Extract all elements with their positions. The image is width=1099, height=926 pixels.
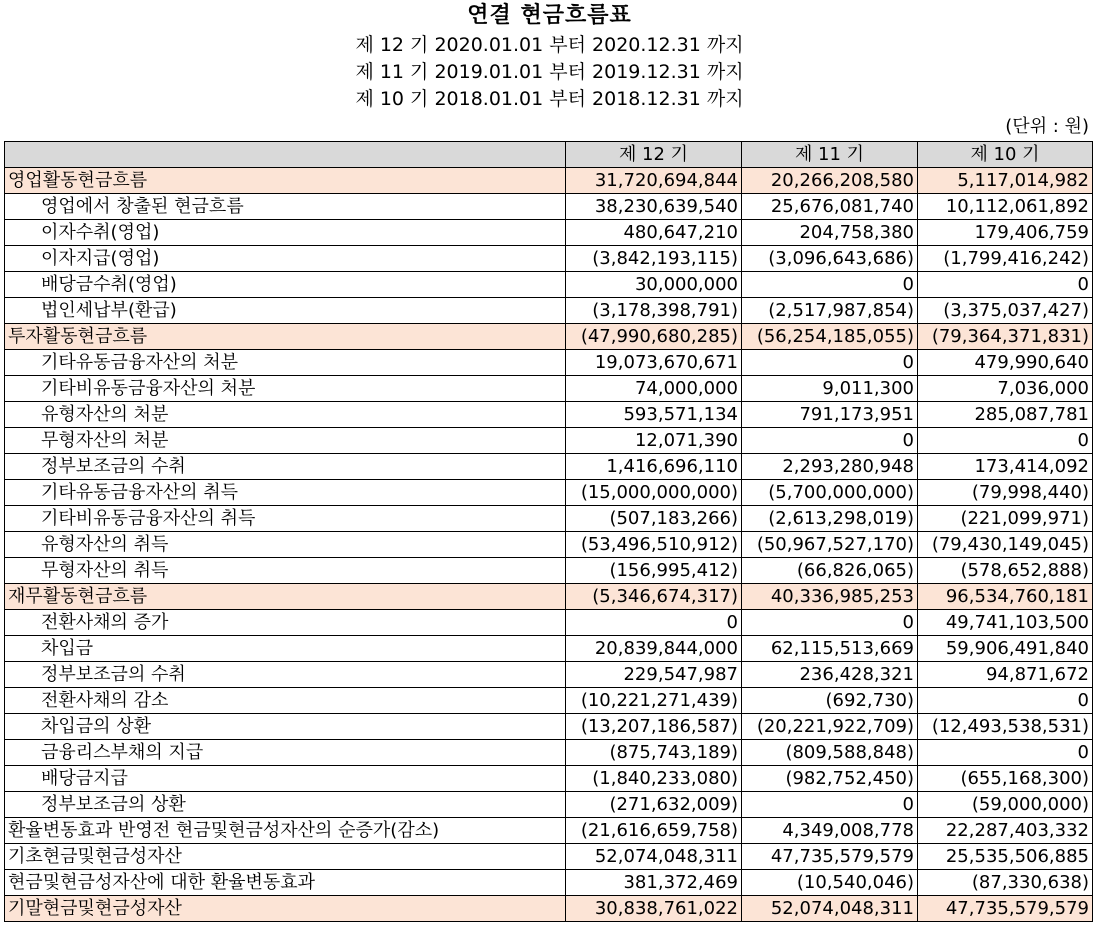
row-label: 현금및현금성자산에 대한 환율변동효과 (5, 870, 566, 896)
row-value-period-12: (271,632,009) (566, 792, 742, 818)
row-value-period-11: (3,096,643,686) (742, 246, 918, 272)
row-label: 무형자산의 처분 (5, 428, 566, 454)
row-value-period-11: 52,074,048,311 (742, 896, 918, 922)
row-label: 정부보조금의 수취 (5, 662, 566, 688)
table-row (5, 532, 1093, 558)
row-label: 기말현금및현금성자산 (5, 896, 566, 922)
row-value-period-10: 94,871,672 (918, 662, 1093, 688)
row-value-period-11: (2,517,987,854) (742, 298, 918, 324)
row-value-period-12: 19,073,670,671 (566, 350, 742, 376)
row-value-period-12: 20,839,844,000 (566, 636, 742, 662)
header-period-10: 제 10 기 (918, 142, 1093, 168)
row-value-period-10: 0 (918, 740, 1093, 766)
row-value-period-10: (79,998,440) (918, 480, 1093, 506)
row-value-period-10: 7,036,000 (918, 376, 1093, 402)
row-value-period-10: 479,990,640 (918, 350, 1093, 376)
row-value-period-10: 0 (918, 272, 1093, 298)
row-value-period-10: 49,741,103,500 (918, 610, 1093, 636)
table-row (5, 714, 1093, 740)
row-value-period-12: (21,616,659,758) (566, 818, 742, 844)
period-line-11: 제 11 기 2019.01.01 부터 2019.12.31 까지 (355, 61, 744, 83)
table-row (5, 818, 1093, 844)
row-value-period-10: 179,406,759 (918, 220, 1093, 246)
row-value-period-12: (1,840,233,080) (566, 766, 742, 792)
row-label: 기타비유동금융자산의 취득 (5, 506, 566, 532)
row-label: 전환사채의 감소 (5, 688, 566, 714)
row-value-period-11: (5,700,000,000) (742, 480, 918, 506)
table-row (5, 324, 1093, 350)
row-value-period-12: (3,842,193,115) (566, 246, 742, 272)
row-value-period-12: 74,000,000 (566, 376, 742, 402)
row-value-period-12: 12,071,390 (566, 428, 742, 454)
row-label: 차입금 (5, 636, 566, 662)
row-value-period-11: 0 (742, 272, 918, 298)
row-value-period-10: 47,735,579,579 (918, 896, 1093, 922)
table-row (5, 350, 1093, 376)
period-line-10: 제 10 기 2018.01.01 부터 2018.12.31 까지 (355, 88, 744, 110)
row-label: 이자수취(영업) (5, 220, 566, 246)
row-value-period-11: 0 (742, 792, 918, 818)
table-row (5, 636, 1093, 662)
table-row (5, 662, 1093, 688)
table-row (5, 844, 1093, 870)
row-value-period-12: 30,000,000 (566, 272, 742, 298)
row-label: 영업활동현금흐름 (5, 168, 566, 194)
row-label: 정부보조금의 수취 (5, 454, 566, 480)
row-value-period-10: 0 (918, 688, 1093, 714)
row-value-period-11: 9,011,300 (742, 376, 918, 402)
row-value-period-12: (507,183,266) (566, 506, 742, 532)
row-label: 재무활동현금흐름 (5, 584, 566, 610)
row-value-period-11: 0 (742, 610, 918, 636)
row-value-period-11: 236,428,321 (742, 662, 918, 688)
row-label: 영업에서 창출된 현금흐름 (5, 194, 566, 220)
row-label: 기타유동금융자산의 취득 (5, 480, 566, 506)
cash-flow-table (4, 141, 1093, 922)
period-line-12: 제 12 기 2020.01.01 부터 2020.12.31 까지 (355, 34, 744, 56)
row-value-period-10: (79,430,149,045) (918, 532, 1093, 558)
table-body (5, 168, 1093, 922)
row-label: 금융리스부채의 지급 (5, 740, 566, 766)
table-row (5, 428, 1093, 454)
row-value-period-12: (156,995,412) (566, 558, 742, 584)
table-row (5, 792, 1093, 818)
row-value-period-12: 0 (566, 610, 742, 636)
row-label: 배당금지급 (5, 766, 566, 792)
row-value-period-11: (692,730) (742, 688, 918, 714)
row-label: 기초현금및현금성자산 (5, 844, 566, 870)
row-value-period-11: 0 (742, 428, 918, 454)
row-value-period-10: (1,799,416,242) (918, 246, 1093, 272)
row-label: 이자지급(영업) (5, 246, 566, 272)
row-label: 투자활동현금흐름 (5, 324, 566, 350)
row-value-period-12: 593,571,134 (566, 402, 742, 428)
row-value-period-11: 20,266,208,580 (742, 168, 918, 194)
row-value-period-11: 4,349,008,778 (742, 818, 918, 844)
row-label: 무형자산의 취득 (5, 558, 566, 584)
row-label: 법인세납부(환급) (5, 298, 566, 324)
table-row (5, 194, 1093, 220)
row-value-period-12: (13,207,186,587) (566, 714, 742, 740)
row-value-period-12: 52,074,048,311 (566, 844, 742, 870)
row-value-period-10: 59,906,491,840 (918, 636, 1093, 662)
row-value-period-12: 229,547,987 (566, 662, 742, 688)
table-row (5, 454, 1093, 480)
row-value-period-12: (10,221,271,439) (566, 688, 742, 714)
row-label: 정부보조금의 상환 (5, 792, 566, 818)
row-value-period-10: 0 (918, 428, 1093, 454)
row-value-period-12: (53,496,510,912) (566, 532, 742, 558)
row-value-period-10: (79,364,371,831) (918, 324, 1093, 350)
table-row (5, 584, 1093, 610)
row-value-period-11: 791,173,951 (742, 402, 918, 428)
row-value-period-10: (578,652,888) (918, 558, 1093, 584)
table-row (5, 246, 1093, 272)
table-row (5, 896, 1093, 922)
row-value-period-12: (3,178,398,791) (566, 298, 742, 324)
row-value-period-12: 38,230,639,540 (566, 194, 742, 220)
row-value-period-11: (809,588,848) (742, 740, 918, 766)
row-value-period-11: (2,613,298,019) (742, 506, 918, 532)
row-value-period-11: 62,115,513,669 (742, 636, 918, 662)
row-value-period-11: 0 (742, 350, 918, 376)
unit-label: (단위 : 원) (1005, 116, 1089, 137)
table-row (5, 376, 1093, 402)
row-value-period-10: (59,000,000) (918, 792, 1093, 818)
row-value-period-12: 480,647,210 (566, 220, 742, 246)
row-value-period-10: 10,112,061,892 (918, 194, 1093, 220)
table-row (5, 402, 1093, 428)
row-value-period-12: (875,743,189) (566, 740, 742, 766)
row-value-period-11: (20,221,922,709) (742, 714, 918, 740)
header-label-cell (5, 142, 566, 168)
table-row (5, 506, 1093, 532)
header-period-11: 제 11 기 (742, 142, 918, 168)
table-row (5, 558, 1093, 584)
row-value-period-11: (66,826,065) (742, 558, 918, 584)
row-label: 환율변동효과 반영전 현금및현금성자산의 순증가(감소) (5, 818, 566, 844)
row-value-period-10: 285,087,781 (918, 402, 1093, 428)
row-label: 기타비유동금융자산의 처분 (5, 376, 566, 402)
table-row (5, 168, 1093, 194)
row-value-period-11: 204,758,380 (742, 220, 918, 246)
table-row (5, 272, 1093, 298)
row-value-period-10: (3,375,037,427) (918, 298, 1093, 324)
table-row (5, 766, 1093, 792)
row-value-period-11: 25,676,081,740 (742, 194, 918, 220)
row-label: 기타유동금융자산의 처분 (5, 350, 566, 376)
row-value-period-11: (982,752,450) (742, 766, 918, 792)
row-value-period-12: 31,720,694,844 (566, 168, 742, 194)
row-value-period-11: (10,540,046) (742, 870, 918, 896)
row-value-period-10: 25,535,506,885 (918, 844, 1093, 870)
row-value-period-12: (15,000,000,000) (566, 480, 742, 506)
row-label: 유형자산의 처분 (5, 402, 566, 428)
row-label: 유형자산의 취득 (5, 532, 566, 558)
row-value-period-11: 47,735,579,579 (742, 844, 918, 870)
table-row (5, 688, 1093, 714)
row-value-period-10: 5,117,014,982 (918, 168, 1093, 194)
row-value-period-10: 22,287,403,332 (918, 818, 1093, 844)
row-value-period-12: 1,416,696,110 (566, 454, 742, 480)
row-value-period-10: (87,330,638) (918, 870, 1093, 896)
table-row (5, 480, 1093, 506)
row-value-period-11: 40,336,985,253 (742, 584, 918, 610)
header-period-12: 제 12 기 (566, 142, 742, 168)
table-row (5, 298, 1093, 324)
row-value-period-11: 2,293,280,948 (742, 454, 918, 480)
row-value-period-10: 96,534,760,181 (918, 584, 1093, 610)
row-value-period-12: 30,838,761,022 (566, 896, 742, 922)
row-value-period-11: (50,967,527,170) (742, 532, 918, 558)
table-row (5, 220, 1093, 246)
row-value-period-12: (5,346,674,317) (566, 584, 742, 610)
table-row (5, 610, 1093, 636)
table-header-row (5, 142, 1093, 168)
row-value-period-10: 173,414,092 (918, 454, 1093, 480)
row-label: 전환사채의 증가 (5, 610, 566, 636)
row-value-period-10: (655,168,300) (918, 766, 1093, 792)
row-value-period-11: (56,254,185,055) (742, 324, 918, 350)
statement-title: 연결 현금흐름표 (467, 3, 632, 28)
row-value-period-10: (12,493,538,531) (918, 714, 1093, 740)
row-label: 차입금의 상환 (5, 714, 566, 740)
row-value-period-10: (221,099,971) (918, 506, 1093, 532)
row-value-period-12: (47,990,680,285) (566, 324, 742, 350)
table-row (5, 870, 1093, 896)
table-row (5, 740, 1093, 766)
row-label: 배당금수취(영업) (5, 272, 566, 298)
row-value-period-12: 381,372,469 (566, 870, 742, 896)
